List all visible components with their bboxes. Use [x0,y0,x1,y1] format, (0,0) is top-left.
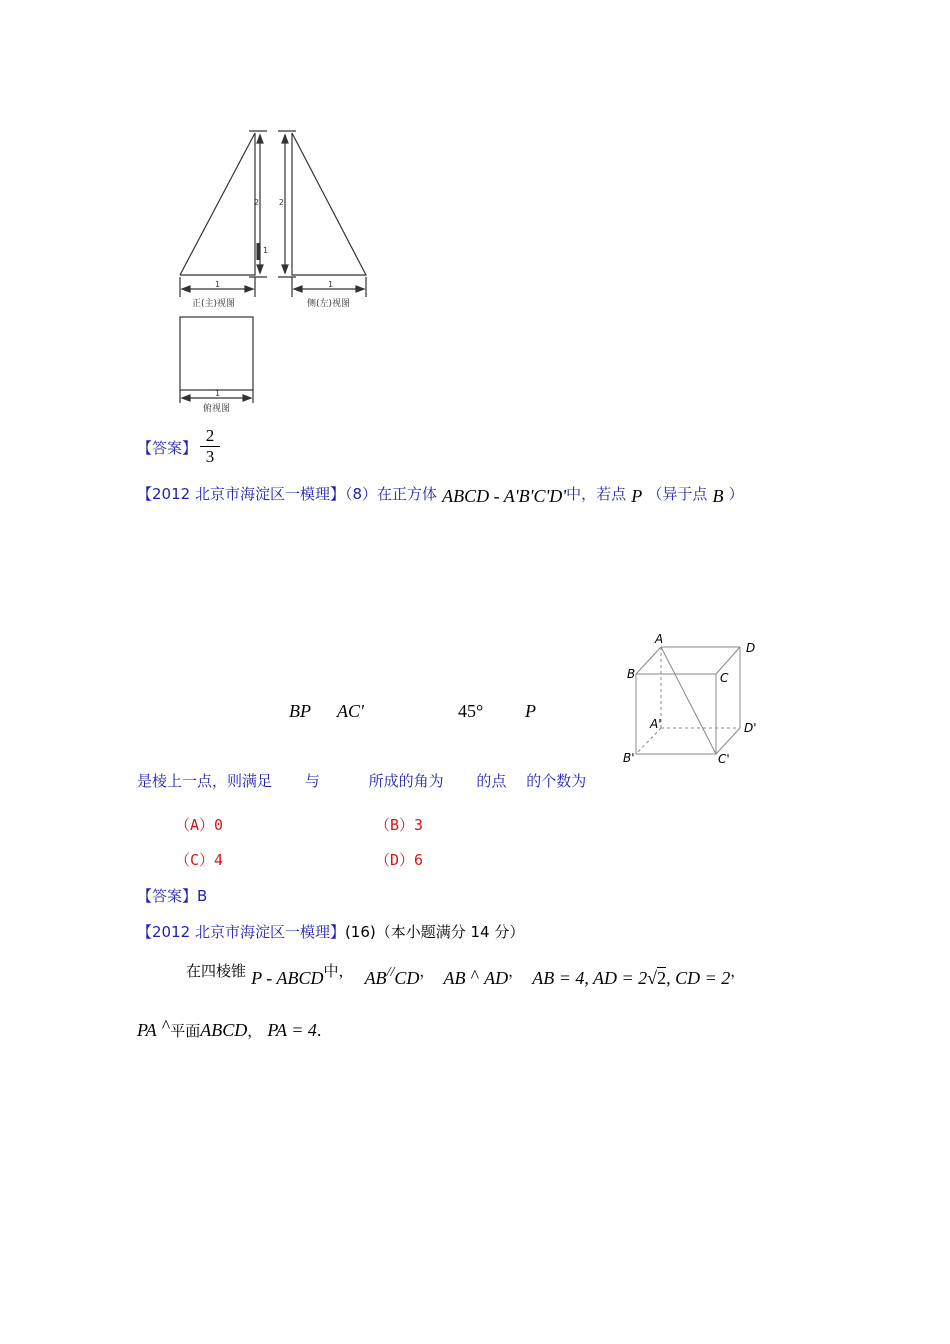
q16-ab: AB [364,968,387,988]
q8-paren-open: （异于点 [647,485,708,503]
top-view-caption: 俯视图 [203,404,231,414]
dim-width-side: 1 [328,280,334,289]
fraction-denominator: 3 [205,447,215,466]
cube-label-a: A [655,632,664,646]
q8-with: 与 [304,772,320,790]
answer-label: 【答案】 [137,439,198,457]
q16-header-text: (16)（本小题满分 14 分） [344,923,525,941]
q16-perp: ^ [470,966,480,986]
q16-sqrt-value: 2 [657,968,667,988]
q8-line2-start: 是棱上一点，则满足 [137,772,273,790]
front-view-outline [180,133,255,275]
q16-lengths: AB = 4, AD = 2 [532,968,648,988]
answer-fraction [200,426,220,467]
q16-ab2: AB [443,968,466,988]
front-view-caption: 正(主)视图 [192,299,236,309]
q8-ac: AC' [337,701,364,721]
cube-label-c: C [720,671,729,685]
q16-source: 【2012 北京市海淀区一模理】 [137,923,345,941]
cube-label-b: B [627,667,636,681]
q16-abcd: ABCD [200,1020,248,1040]
cube-label-a1: A' [650,717,662,731]
cube-figure [618,632,768,772]
q8-point-text: 的点 [476,772,507,790]
q16-lead: 在四棱锥 [186,962,247,980]
q8-count-text: 的个数为 [526,772,587,790]
dim-width-top: 1 [215,389,221,398]
top-view-square [180,317,253,390]
q8-line1 [137,483,744,504]
fraction-numerator: 2 [200,426,220,447]
dim-width-front: 1 [215,280,221,289]
q8-angle-text: 所成的角为 [368,772,444,790]
q16-cd: CD [394,968,420,988]
q16-line1 [186,960,746,988]
q8-cube-name: ABCD - A'B'C'D' [442,486,567,506]
dim-height-side: 2 [278,198,284,207]
q16-pa: PA [137,1020,157,1040]
q16-comma: ， [419,962,435,980]
q16-comma-c: ， [730,962,746,980]
q8-lead: （8）在正方体 [344,485,437,503]
q16-period: . [316,1020,322,1040]
q8-p2: P [525,701,536,721]
q8-source: 【2012 北京市海淀区一模理】 [137,485,345,503]
q16-ad: AD [484,968,509,988]
q8-point-b: B [712,486,724,506]
q16-pa-eq: PA = 4 [267,1020,317,1040]
q8-paren-close: ） [728,485,744,503]
q16-parallel: // [386,965,395,980]
dim-height-front: 2 [254,198,260,207]
q16-perp2: ^ [161,1016,171,1036]
q8-angle: 45° [458,701,484,721]
dim-small: 1 [263,246,269,255]
cube-label-b1: B' [623,751,635,765]
option-c: （C）4 [175,851,224,869]
q16-sqrt: √2 [647,968,667,988]
q16-plane: 平面 [170,1022,201,1040]
q16-comma-b: ， [508,962,524,980]
q8-mid: 中，若点 [566,485,627,503]
q16-header [137,921,524,942]
option-b: （B）3 [375,816,424,834]
three-view-figure [170,125,380,415]
option-d: （D）6 [375,851,424,869]
q16-cd-len: , CD = 2 [666,968,731,988]
option-a: （A）0 [175,816,224,834]
q16-line2 [137,1016,322,1041]
side-view-caption: 侧(左)视图 [307,299,351,309]
cube-label-d1: D' [744,721,757,735]
cube-label-d: D [746,641,756,655]
q16-zhong: 中， [323,962,354,980]
q8-line2 [137,770,586,791]
q16-comma2: ， [247,1022,263,1040]
q8-point-p: P [631,486,643,506]
cube-label-c1: C' [718,752,730,766]
q16-pyramid: P - ABCD [251,968,324,988]
side-view-outline [292,133,366,275]
answer-b: 【答案】B [137,887,208,905]
q8-bp: BP [289,701,311,721]
